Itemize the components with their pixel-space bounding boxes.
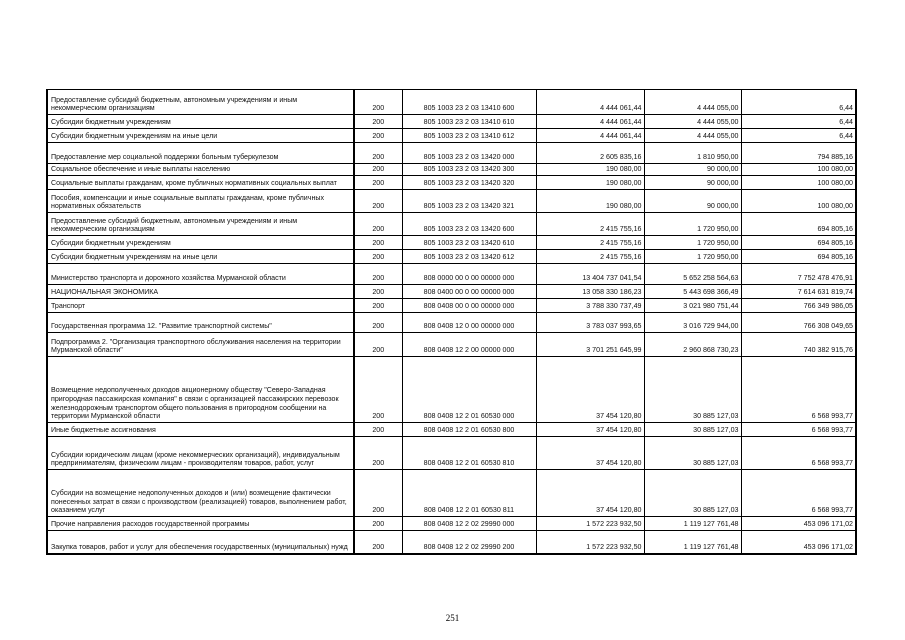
cell-classification-code: 805 1003 23 2 03 13410 612	[402, 129, 536, 143]
cell-unexecuted-amount: 453 096 171,02	[741, 531, 856, 554]
cell-line-code: 200	[354, 423, 402, 437]
cell-approved-amount: 190 080,00	[536, 164, 644, 176]
cell-unexecuted-amount: 6,44	[741, 90, 856, 115]
cell-classification-code: 805 1003 23 2 03 13420 610	[402, 236, 536, 250]
cell-line-code: 200	[354, 285, 402, 299]
cell-approved-amount: 1 572 223 932,50	[536, 517, 644, 531]
cell-name: Субсидии бюджетным учреждениям	[47, 236, 354, 250]
cell-name: Транспорт	[47, 299, 354, 313]
table-row	[47, 176, 856, 190]
cell-line-code: 200	[354, 164, 402, 176]
table-row	[47, 357, 856, 423]
cell-classification-code: 808 0408 12 0 00 00000 000	[402, 313, 536, 333]
cell-classification-code: 808 0000 00 0 00 00000 000	[402, 264, 536, 285]
cell-name: Предоставление субсидий бюджетным, автономным учреждениям и иным некоммерческим организациям	[47, 213, 354, 236]
cell-approved-amount: 190 080,00	[536, 176, 644, 190]
cell-executed-amount: 4 444 055,00	[644, 129, 741, 143]
cell-approved-amount: 190 080,00	[536, 190, 644, 213]
cell-unexecuted-amount: 6 568 993,77	[741, 357, 856, 423]
cell-approved-amount: 37 454 120,80	[536, 423, 644, 437]
table-row	[47, 333, 856, 357]
cell-unexecuted-amount: 6 568 993,77	[741, 470, 856, 517]
cell-approved-amount: 2 415 755,16	[536, 213, 644, 236]
cell-unexecuted-amount: 766 308 049,65	[741, 313, 856, 333]
cell-unexecuted-amount: 7 752 478 476,91	[741, 264, 856, 285]
cell-executed-amount: 90 000,00	[644, 176, 741, 190]
table-row	[47, 90, 856, 115]
cell-classification-code: 808 0408 12 2 02 29990 000	[402, 517, 536, 531]
budget-execution-table	[46, 89, 857, 555]
cell-line-code: 200	[354, 333, 402, 357]
cell-classification-code: 808 0400 00 0 00 00000 000	[402, 285, 536, 299]
cell-unexecuted-amount: 6 568 993,77	[741, 437, 856, 470]
cell-approved-amount: 3 788 330 737,49	[536, 299, 644, 313]
cell-name: Социальные выплаты гражданам, кроме публичных нормативных социальных выплат	[47, 176, 354, 190]
cell-unexecuted-amount: 100 080,00	[741, 190, 856, 213]
cell-classification-code: 808 0408 12 2 02 29990 200	[402, 531, 536, 554]
cell-unexecuted-amount: 766 349 986,05	[741, 299, 856, 313]
cell-executed-amount: 3 016 729 944,00	[644, 313, 741, 333]
cell-line-code: 200	[354, 213, 402, 236]
cell-line-code: 200	[354, 90, 402, 115]
table-row	[47, 250, 856, 264]
cell-line-code: 200	[354, 470, 402, 517]
cell-executed-amount: 1 119 127 761,48	[644, 531, 741, 554]
cell-unexecuted-amount: 6,44	[741, 129, 856, 143]
cell-classification-code: 808 0408 12 2 01 60530 800	[402, 423, 536, 437]
cell-name: Подпрограмма 2. "Организация транспортного обслуживания населения на территории Мурманской области"	[47, 333, 354, 357]
cell-executed-amount: 90 000,00	[644, 164, 741, 176]
table-row	[47, 299, 856, 313]
cell-name: Пособия, компенсации и иные социальные выплаты гражданам, кроме публичных нормативных обязательств	[47, 190, 354, 213]
cell-name: Закупка товаров, работ и услуг для обеспечения государственных (муниципальных) нужд	[47, 531, 354, 554]
cell-classification-code: 805 1003 23 2 03 13410 610	[402, 115, 536, 129]
cell-line-code: 200	[354, 236, 402, 250]
cell-name: Субсидии на возмещение недополученных доходов и (или) возмещение фактически понесенных затрат в связи с производством (реализацией) товаров, выполнением работ, оказанием услуг	[47, 470, 354, 517]
cell-approved-amount: 3 783 037 993,65	[536, 313, 644, 333]
cell-line-code: 200	[354, 264, 402, 285]
cell-unexecuted-amount: 100 080,00	[741, 164, 856, 176]
cell-executed-amount: 30 885 127,03	[644, 470, 741, 517]
table-row	[47, 190, 856, 213]
cell-unexecuted-amount: 694 805,16	[741, 213, 856, 236]
cell-line-code: 200	[354, 176, 402, 190]
cell-name: Министерство транспорта и дорожного хозяйства Мурманской области	[47, 264, 354, 285]
cell-executed-amount: 30 885 127,03	[644, 357, 741, 423]
cell-executed-amount: 1 720 950,00	[644, 213, 741, 236]
cell-name: Социальное обеспечение и иные выплаты населению	[47, 164, 354, 176]
table-row	[47, 129, 856, 143]
cell-approved-amount: 4 444 061,44	[536, 115, 644, 129]
cell-executed-amount: 2 960 868 730,23	[644, 333, 741, 357]
cell-executed-amount: 4 444 055,00	[644, 90, 741, 115]
table-row	[47, 143, 856, 164]
table-row	[47, 213, 856, 236]
cell-line-code: 200	[354, 299, 402, 313]
cell-executed-amount: 1 119 127 761,48	[644, 517, 741, 531]
table-row	[47, 164, 856, 176]
cell-name: Иные бюджетные ассигнования	[47, 423, 354, 437]
cell-line-code: 200	[354, 190, 402, 213]
cell-line-code: 200	[354, 357, 402, 423]
cell-executed-amount: 1 720 950,00	[644, 250, 741, 264]
cell-name: НАЦИОНАЛЬНАЯ ЭКОНОМИКА	[47, 285, 354, 299]
table-row	[47, 517, 856, 531]
table-row	[47, 285, 856, 299]
cell-classification-code: 805 1003 23 2 03 13420 000	[402, 143, 536, 164]
cell-classification-code: 805 1003 23 2 03 13420 321	[402, 190, 536, 213]
cell-unexecuted-amount: 100 080,00	[741, 176, 856, 190]
cell-approved-amount: 2 415 755,16	[536, 236, 644, 250]
cell-line-code: 200	[354, 313, 402, 333]
cell-line-code: 200	[354, 517, 402, 531]
cell-unexecuted-amount: 794 885,16	[741, 143, 856, 164]
cell-name: Субсидии бюджетным учреждениям	[47, 115, 354, 129]
cell-classification-code: 805 1003 23 2 03 13410 600	[402, 90, 536, 115]
cell-classification-code: 808 0408 12 2 00 00000 000	[402, 333, 536, 357]
cell-name: Субсидии бюджетным учреждениям на иные цели	[47, 250, 354, 264]
cell-approved-amount: 13 058 330 186,23	[536, 285, 644, 299]
cell-name: Прочие направления расходов государственной программы	[47, 517, 354, 531]
cell-line-code: 200	[354, 129, 402, 143]
table-row	[47, 470, 856, 517]
cell-approved-amount: 37 454 120,80	[536, 357, 644, 423]
cell-name: Субсидии юридическим лицам (кроме некоммерческих организаций), индивидуальным предпринимателям, физическим лицам - производителям товаров, работ, услуг	[47, 437, 354, 470]
cell-executed-amount: 5 652 258 564,63	[644, 264, 741, 285]
cell-approved-amount: 2 415 755,16	[536, 250, 644, 264]
cell-executed-amount: 4 444 055,00	[644, 115, 741, 129]
table-row	[47, 437, 856, 470]
cell-approved-amount: 37 454 120,80	[536, 470, 644, 517]
cell-unexecuted-amount: 6 568 993,77	[741, 423, 856, 437]
cell-name: Государственная программа 12. "Развитие транспортной системы"	[47, 313, 354, 333]
cell-executed-amount: 5 443 698 366,49	[644, 285, 741, 299]
cell-executed-amount: 90 000,00	[644, 190, 741, 213]
cell-unexecuted-amount: 6,44	[741, 115, 856, 129]
table-row	[47, 531, 856, 554]
cell-unexecuted-amount: 7 614 631 819,74	[741, 285, 856, 299]
cell-unexecuted-amount: 740 382 915,76	[741, 333, 856, 357]
cell-approved-amount: 4 444 061,44	[536, 90, 644, 115]
cell-classification-code: 808 0408 00 0 00 00000 000	[402, 299, 536, 313]
table-body	[47, 90, 856, 554]
cell-unexecuted-amount: 694 805,16	[741, 236, 856, 250]
cell-line-code: 200	[354, 115, 402, 129]
table-row	[47, 313, 856, 333]
cell-classification-code: 805 1003 23 2 03 13420 612	[402, 250, 536, 264]
cell-name: Субсидии бюджетным учреждениям на иные цели	[47, 129, 354, 143]
cell-classification-code: 805 1003 23 2 03 13420 320	[402, 176, 536, 190]
cell-name: Возмещение недополученных доходов акционерному обществу "Северо-Западная пригородная пассажирская компания" в связи с организацией пассажирских перевозок железнодорожным транспортом общего пользования в пригородном сообщении на территории Мурманской области	[47, 357, 354, 423]
cell-classification-code: 808 0408 12 2 01 60530 811	[402, 470, 536, 517]
table-row	[47, 236, 856, 250]
cell-executed-amount: 30 885 127,03	[644, 423, 741, 437]
cell-approved-amount: 3 701 251 645,99	[536, 333, 644, 357]
cell-line-code: 200	[354, 531, 402, 554]
cell-unexecuted-amount: 694 805,16	[741, 250, 856, 264]
cell-approved-amount: 13 404 737 041,54	[536, 264, 644, 285]
cell-executed-amount: 3 021 980 751,44	[644, 299, 741, 313]
table-row	[47, 115, 856, 129]
cell-classification-code: 808 0408 12 2 01 60530 000	[402, 357, 536, 423]
cell-line-code: 200	[354, 437, 402, 470]
cell-line-code: 200	[354, 143, 402, 164]
cell-name: Предоставление субсидий бюджетным, автономным учреждениям и иным некоммерческим организациям	[47, 90, 354, 115]
cell-approved-amount: 2 605 835,16	[536, 143, 644, 164]
cell-executed-amount: 1 720 950,00	[644, 236, 741, 250]
page-number: 251	[445, 613, 460, 623]
cell-unexecuted-amount: 453 096 171,02	[741, 517, 856, 531]
cell-classification-code: 805 1003 23 2 03 13420 300	[402, 164, 536, 176]
cell-classification-code: 805 1003 23 2 03 13420 600	[402, 213, 536, 236]
table-row	[47, 264, 856, 285]
cell-approved-amount: 37 454 120,80	[536, 437, 644, 470]
table-row	[47, 423, 856, 437]
cell-executed-amount: 1 810 950,00	[644, 143, 741, 164]
cell-classification-code: 808 0408 12 2 01 60530 810	[402, 437, 536, 470]
cell-name: Предоставление мер социальной поддержки больным туберкулезом	[47, 143, 354, 164]
cell-executed-amount: 30 885 127,03	[644, 437, 741, 470]
cell-approved-amount: 4 444 061,44	[536, 129, 644, 143]
cell-line-code: 200	[354, 250, 402, 264]
cell-approved-amount: 1 572 223 932,50	[536, 531, 644, 554]
